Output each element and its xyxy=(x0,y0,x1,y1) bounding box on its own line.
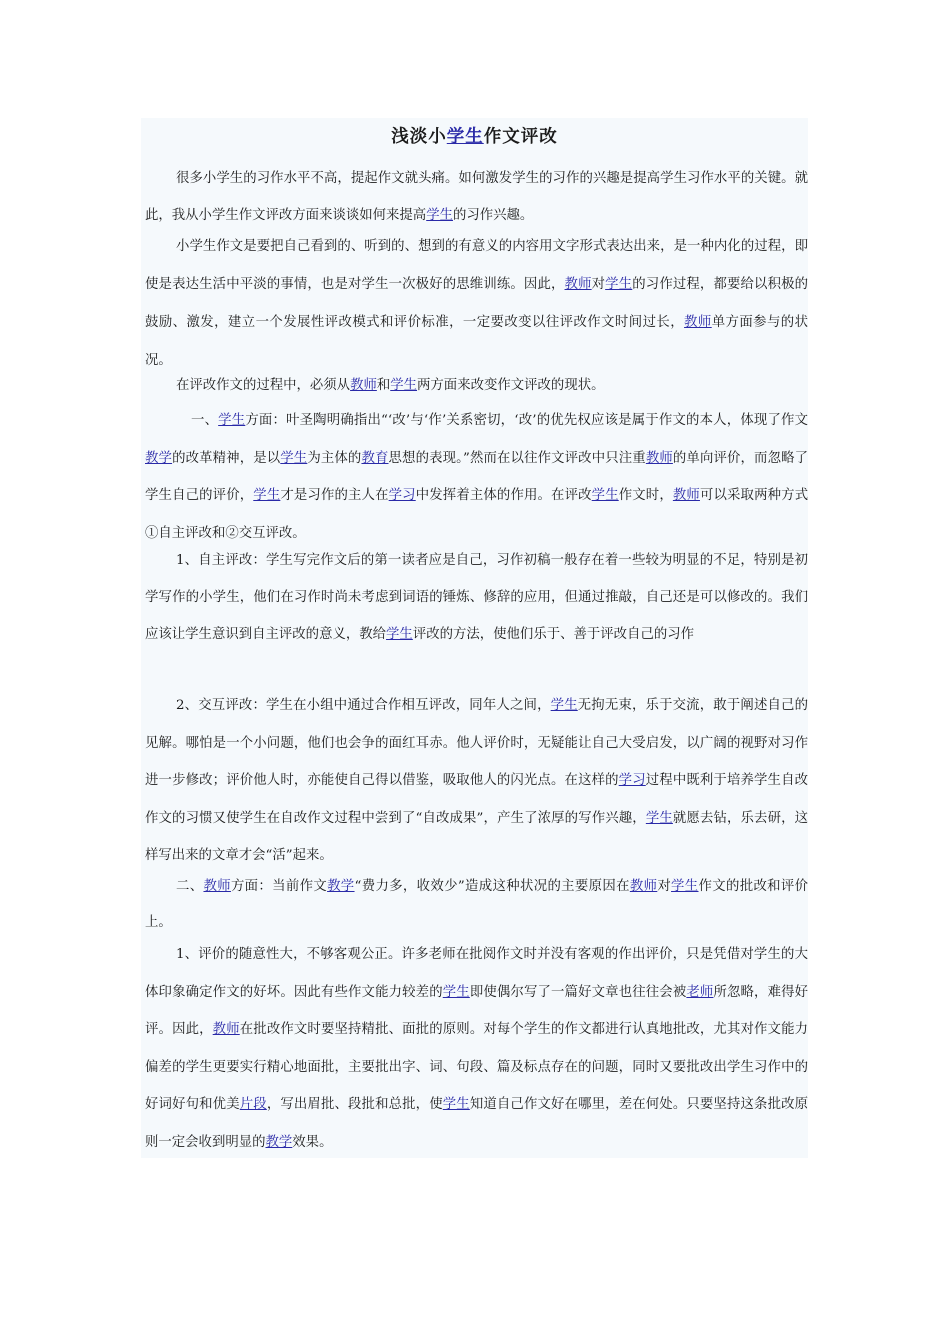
keyword-link[interactable]: 片段 xyxy=(239,1097,267,1112)
document-page xyxy=(141,118,808,1158)
text-segment: 在评改作文的过程中，必须从 xyxy=(176,378,351,393)
paragraph-teacher-aspect xyxy=(145,869,808,941)
paragraph-peer-review xyxy=(145,687,808,875)
text-segment: 一、 xyxy=(191,413,219,428)
text-segment: 二、 xyxy=(176,879,204,894)
keyword-link[interactable]: 教师 xyxy=(212,1022,240,1037)
text-segment: 思想的表现。”然而在以往作文评改中只注重 xyxy=(388,450,646,466)
text-segment: 作文评改 xyxy=(483,127,558,147)
keyword-link[interactable]: 学生 xyxy=(442,984,470,1000)
paragraph-intro xyxy=(145,160,808,234)
keyword-link[interactable]: 学生 xyxy=(218,413,246,428)
keyword-link[interactable]: 学生 xyxy=(671,879,699,894)
paragraph-evaluation xyxy=(145,936,808,1161)
text-segment: 在批改作文时要坚持精批、面批的原则。对每个学生的作文都进行认真地批改，尤其对作文能力偏差的学生更要实行精心地面批，主要批出字、词、句段、篇及标点存在的问题，同时又要批改出学生习作中的好词好句和优美 xyxy=(145,1022,809,1112)
keyword-link[interactable]: 学生 xyxy=(550,698,578,713)
text-segment: 中发挥着主体的作用。在评改 xyxy=(415,488,592,503)
keyword-link[interactable]: 学生 xyxy=(605,277,633,292)
paragraph-self-review xyxy=(145,542,808,653)
paragraph-two-aspects xyxy=(145,368,808,404)
keyword-link[interactable]: 教师 xyxy=(672,488,700,503)
text-segment: 和 xyxy=(376,378,391,393)
text-segment: 2、交互评改：学生在小组中通过合作相互评改，同年人之间， xyxy=(176,698,551,713)
text-segment: 的改革精神，是以 xyxy=(172,450,281,466)
text-segment: 所忽略，难得好评。因此， xyxy=(145,984,809,1037)
text-segment: 很多小学生的习作水平不高，提起作文就头痛。如何激发学生的习作的兴趣是提高学生习作水平的关键。就此，我从小学生作文评改方面来谈谈如何来提高 xyxy=(145,171,808,223)
keyword-link[interactable]: 老师 xyxy=(686,984,714,1000)
text-segment: 作文的批改和评价上。 xyxy=(145,879,809,930)
paragraph-definition xyxy=(145,228,808,380)
keyword-link[interactable]: 教师 xyxy=(203,879,231,894)
text-segment: 效果。 xyxy=(292,1134,333,1150)
text-segment: 对 xyxy=(591,277,606,292)
keyword-link[interactable]: 学生 xyxy=(426,208,453,223)
keyword-link[interactable]: 学习 xyxy=(388,488,416,503)
text-segment: 的习作过程，都要给以积极的鼓励、激发，建立一个发展性评改模式和评价标准，一定要改变以往评改作文时间过长， xyxy=(145,277,809,330)
text-segment: 的单向评价，而忽略了学生自己的评价， xyxy=(145,450,809,503)
keyword-link[interactable]: 教师 xyxy=(629,879,658,894)
keyword-link[interactable]: 学生 xyxy=(390,378,418,393)
keyword-link[interactable]: 学生 xyxy=(386,627,413,642)
text-segment: 才是习作的主人在 xyxy=(280,488,389,503)
keyword-link[interactable]: 学生 xyxy=(645,810,673,826)
text-segment: 浅淡小 xyxy=(391,127,447,147)
keyword-link[interactable]: 学生 xyxy=(446,127,484,147)
text-segment: 1、自主评改：学生写完作文后的第一读者应是自己，习作初稿一般存在着一些较为明显的不足，特别是初学写作的小学生，他们在习作时尚未考虑到词语的锤炼、修辞的应用，但通过推敲，自己还是可以修改的。我们应该让学生意识到自主评改的意义，教给 xyxy=(145,553,808,642)
text-segment: 无拘无束，乐于交流，敢于阐述自己的见解。哪怕是一个小问题，他们也会争的面红耳赤。他人评价时，无疑能让自己大受启发，以广阔的视野对习作进一步修改；评价他人时，亦能使自己得以借鉴，吸取他人的闪光点。在这样的 xyxy=(145,698,808,788)
keyword-link[interactable]: 教师 xyxy=(350,378,377,393)
keyword-link[interactable]: 教师 xyxy=(645,450,673,466)
keyword-link[interactable]: 教师 xyxy=(684,315,712,330)
text-segment: 单方面参与的状况。 xyxy=(145,315,809,368)
keyword-link[interactable]: 学生 xyxy=(253,488,281,503)
keyword-link[interactable]: 学生 xyxy=(442,1097,470,1112)
text-segment: 为主体的 xyxy=(307,450,362,466)
text-segment: 方面：叶圣陶明确指出“‘改’与‘作’关系密切，‘改’的优先权应该是属于作文的本人，体现了作文 xyxy=(245,413,809,428)
text-segment: 作文时， xyxy=(618,488,673,503)
keyword-link[interactable]: 学生 xyxy=(591,488,619,503)
keyword-link[interactable]: 教学 xyxy=(327,879,355,894)
text-segment: 过程中既利于培养学生自改作文的习惯又使学生在自改作文过程中尝到了“自改成果”，产生了浓厚的写作兴趣， xyxy=(145,773,809,826)
keyword-link[interactable]: 教学 xyxy=(145,450,173,466)
text-segment: 即使偶尔写了一篇好文章也往往会被 xyxy=(469,984,687,1000)
text-segment: 评改的方法，使他们乐于、善于评改自己的习作 xyxy=(412,627,695,642)
text-segment: 的习作兴趣。 xyxy=(452,208,534,223)
paragraph-student-aspect xyxy=(145,402,808,552)
text-segment: “费力多，收效少”造成这种状况的主要原因在 xyxy=(354,879,630,894)
text-segment: 知道自己作文好在哪里，差在何处。只要坚持这条批改原则一定会收到明显的 xyxy=(145,1097,809,1150)
document-title xyxy=(141,124,808,150)
text-segment: 对 xyxy=(657,879,672,894)
keyword-link[interactable]: 教师 xyxy=(564,277,592,292)
keyword-link[interactable]: 学习 xyxy=(618,773,646,788)
text-segment: 小学生作文是要把自己看到的、听到的、想到的有意义的内容用文字形式表达出来，是一种内化的过程，即使是表达生活中平淡的事情，也是对学生一次极好的思维训练。因此， xyxy=(145,239,808,292)
text-segment: 两方面来改变作文评改的现状。 xyxy=(417,378,605,393)
text-segment: 就愿去钻，乐去研，这样写出来的文章才会“活”起来。 xyxy=(145,810,809,863)
text-segment: 1、评价的随意性大，不够客观公正。许多老师在批阅作文时并没有客观的作出评价，只是凭借对学生的大体印象确定作文的好坏。因此有些作文能力较差的 xyxy=(145,947,808,1000)
text-segment: ，写出眉批、段批和总批，使 xyxy=(266,1097,443,1112)
keyword-link[interactable]: 学生 xyxy=(280,450,308,466)
text-segment: 方面：当前作文 xyxy=(230,879,328,894)
keyword-link[interactable]: 教学 xyxy=(265,1134,293,1150)
text-segment: 可以采取两种方式①自主评改和②交互评改。 xyxy=(145,488,809,541)
keyword-link[interactable]: 教育 xyxy=(361,450,389,466)
